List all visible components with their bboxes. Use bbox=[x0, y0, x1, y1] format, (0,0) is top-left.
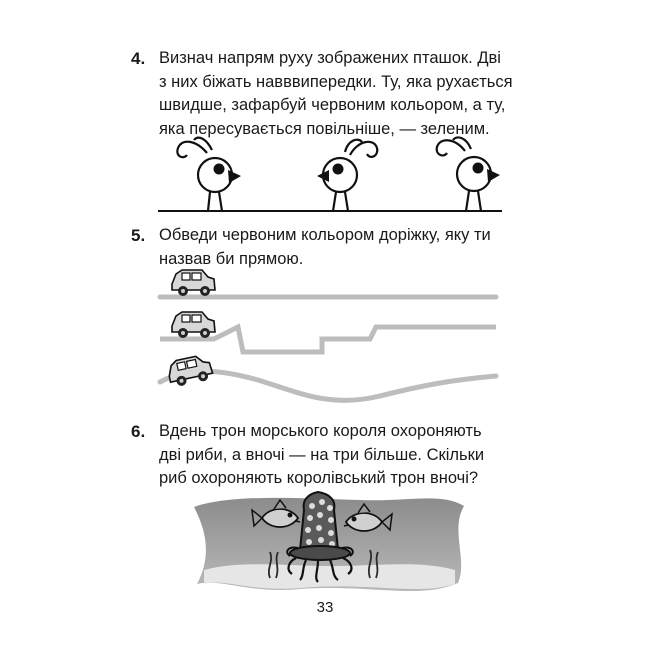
task-number: 4. bbox=[131, 49, 146, 68]
task-line: дві риби, а вночі — на три більше. Скільки bbox=[159, 445, 485, 464]
task-line: яка пересувається повільніше, — зеленим. bbox=[159, 119, 490, 138]
task-line: Визнач напрям руху зображених пташок. Дві bbox=[159, 49, 501, 67]
sea-floor bbox=[204, 564, 455, 589]
page-number: 33 bbox=[316, 599, 334, 616]
task-line: швидше, зафарбуй червоним кольором, а ту, bbox=[159, 96, 506, 114]
task-line: назвав би прямою. bbox=[159, 249, 304, 268]
task-line: Вдень трон морського короля охороняють bbox=[159, 422, 482, 440]
task-line: з них біжать навввипередки. Ту, яка рухається bbox=[159, 72, 513, 91]
task-line: Обведи червоним кольором доріжку, яку ти bbox=[159, 226, 491, 244]
task-number: 5. bbox=[131, 226, 146, 245]
task-number: 6. bbox=[131, 422, 146, 441]
task-line: риб охороняють королівський трон вночі? bbox=[159, 469, 479, 487]
